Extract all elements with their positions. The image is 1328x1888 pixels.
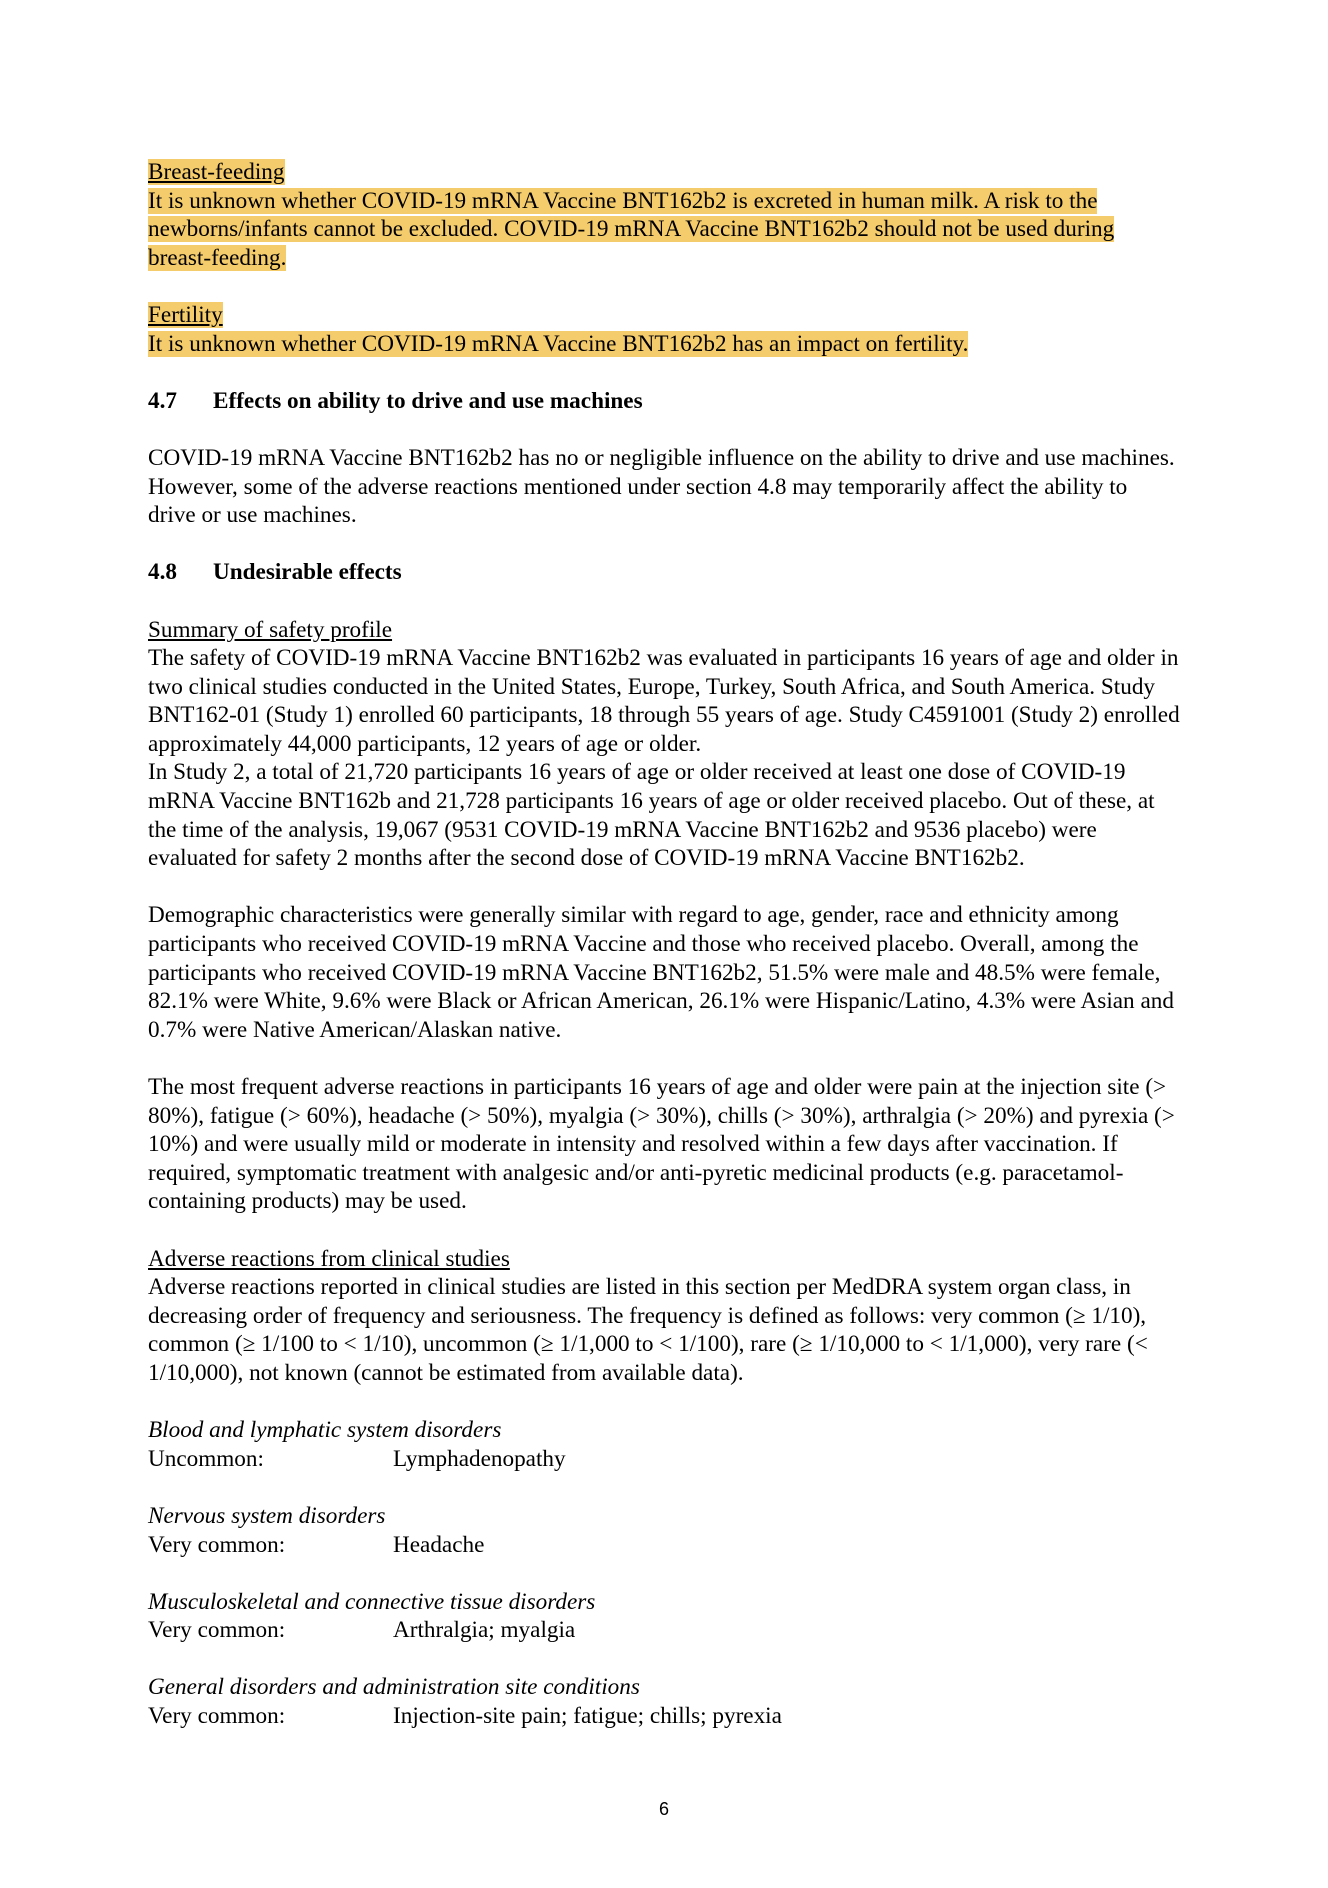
soc-reactions: Injection-site pain; fatigue; chills; pyrexia [393, 1703, 782, 1730]
soc-frequency: Uncommon: [148, 1445, 264, 1472]
document-page [148, 158, 1180, 1731]
summary-safety-paragraph-1: The safety of COVID-19 mRNA Vaccine BNT162b2 was evaluated in participants 16 years of age and older in two clinical studies conducted in the United States, Europe, Turkey, South Africa, and South America. Study BNT162-01 (Study 1) enrolled 60 participants, 18 through 55 years of age. Study C4591001 (Study 2) enrolled approximately 44,000 participants, 12 years of age or older. [148, 645, 1180, 757]
soc-general-disorders [148, 1673, 1180, 1730]
soc-blood-lymphatic [148, 1416, 1180, 1473]
fertility-title: Fertility [148, 301, 223, 328]
demographics-paragraph: Demographic characteristics were generally similar with regard to age, gender, race and ethnicity among participants who received COVID-19 mRNA Vaccine and those who received placebo. Overall, among the participants who received COVID-19 mRNA Vaccine BNT162b2, 51.5% were male and 48.5% were female, 82.1% were White, 9.6% were Black or African American, 26.1% were Hispanic/Latino, 4.3% were Asian and 0.7% were Native American/Alaskan native. [148, 902, 1174, 1043]
section-4-7-number: 4.7 [148, 387, 177, 414]
section-4-7-title: Effects on ability to drive and use machines [213, 387, 643, 414]
soc-name: Blood and lymphatic system disorders [148, 1417, 502, 1444]
soc-name: Musculoskeletal and connective tissue disorders [148, 1588, 596, 1615]
soc-frequency: Very common: [148, 1617, 286, 1644]
section-4-7-body: COVID-19 mRNA Vaccine BNT162b2 has no or negligible influence on the ability to drive and use machines. However, some of the adverse reactions mentioned under section 4.8 may temporarily affect the ability to drive or use machines. [148, 444, 1175, 529]
page-number: 6 [658, 1799, 669, 1819]
soc-frequency-row [148, 1702, 1180, 1731]
summary-safety-title: Summary of safety profile [148, 616, 393, 643]
section-4-8-number: 4.8 [148, 559, 177, 586]
soc-frequency-row [148, 1531, 1180, 1560]
soc-reactions: Headache [393, 1531, 485, 1558]
breastfeeding-body: It is unknown whether COVID-19 mRNA Vaccine BNT162b2 is excreted in human milk. A risk to the newborns/infants cannot be excluded. COVID-19 mRNA Vaccine BNT162b2 should not be used during breast-feeding. [148, 187, 1115, 271]
frequent-reactions-paragraph: The most frequent adverse reactions in participants 16 years of age and older were pain at the injection site (> 80%), fatigue (> 60%), headache (> 50%), myalgia (> 30%), chills (> 30%), arthralgia (> 20%) and pyrexia (> 10%) and were usually mild or moderate in intensity and resolved within a few days after vaccination. If required, symptomatic treatment with analgesic and/or anti-pyretic medicinal products (e.g. paracetamol-containing products) may be used. [148, 1074, 1175, 1215]
soc-musculoskeletal [148, 1588, 1180, 1645]
section-4-8-title: Undesirable effects [213, 559, 402, 586]
soc-name: Nervous system disorders [148, 1502, 386, 1529]
fertility-body: It is unknown whether COVID-19 mRNA Vaccine BNT162b2 has an impact on fertility. [148, 330, 969, 357]
section-4-8-heading [148, 558, 1180, 587]
soc-frequency-row [148, 1445, 1180, 1474]
soc-reactions: Arthralgia; myalgia [393, 1617, 576, 1644]
breastfeeding-title: Breast-feeding [148, 159, 285, 185]
soc-reactions: Lymphadenopathy [393, 1445, 566, 1472]
soc-frequency-row [148, 1616, 1180, 1645]
soc-name: General disorders and administration site conditions [148, 1674, 640, 1701]
adverse-reactions-paragraph: Adverse reactions reported in clinical studies are listed in this section per MedDRA system organ class, in decreasing order of frequency and seriousness. The frequency is defined as follows: very common (≥ 1/10), common (≥ 1/100 to < 1/10), uncommon (≥ 1/1,000 to < 1/100), rare (≥ 1/10,000 to < 1/1,000), very rare (< 1/10,000), not known (cannot be estimated from available data). [148, 1274, 1148, 1386]
adverse-reactions-title: Adverse reactions from clinical studies [148, 1245, 510, 1272]
soc-frequency: Very common: [148, 1703, 286, 1730]
soc-nervous-system [148, 1502, 1180, 1559]
soc-frequency: Very common: [148, 1531, 286, 1558]
section-4-7-heading [148, 387, 1180, 416]
summary-safety-paragraph-2: In Study 2, a total of 21,720 participants 16 years of age or older received at least one dose of COVID-19 mRNA Vaccine BNT162b and 21,728 participants 16 years of age or older received placebo. Out of these, at the time of the analysis, 19,067 (9531 COVID-19 mRNA Vaccine BNT162b2 and 9536 placebo) were evaluated for safety 2 months after the second dose of COVID-19 mRNA Vaccine BNT162b2. [148, 759, 1155, 872]
